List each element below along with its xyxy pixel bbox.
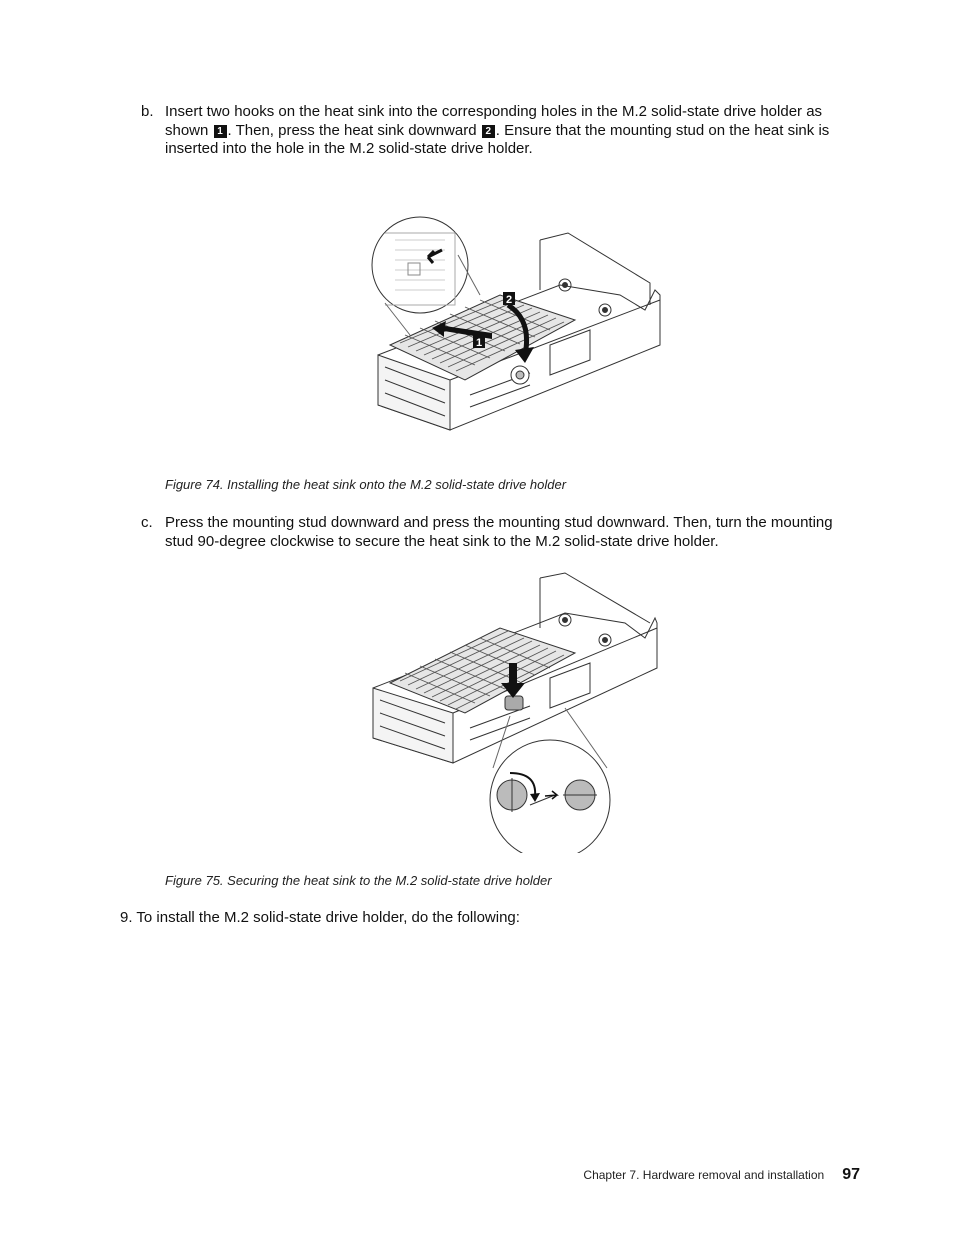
chapter-title: Chapter 7. Hardware removal and installation (583, 1168, 825, 1182)
step-b-text-part-3: . Ensure that the mounting stud on the heat sink is inserted into the hole in the M.2 solid-state drive holder. (165, 121, 830, 157)
step-c-text: Press the mounting stud downward and press the mounting stud downward. Then, turn the mounting stud 90-degree clockwise to secure the heat sink to the M.2 solid-state drive holder. (165, 514, 833, 550)
figure-74-callout-1: 1 (475, 337, 483, 349)
step-b-text-part-2: . Then, press the heat sink downward (227, 121, 481, 139)
step-b (141, 103, 861, 159)
step-b-marker: b. (141, 103, 154, 120)
figure-74-callout-2: 2 (505, 294, 513, 306)
figure-74-illustration (360, 195, 665, 465)
heat-sink-secure-drawing (365, 568, 665, 853)
step-c-marker: c. (141, 514, 153, 531)
callout-1-badge: 1 (214, 125, 227, 138)
step-c (141, 514, 861, 551)
page-footer (583, 1166, 860, 1184)
step-b-text-part-1: Insert two hooks on the heat sink into the corresponding holes in the M.2 solid-state drive holder as shown (165, 103, 823, 139)
step-b-text (165, 103, 861, 159)
figure-75-caption: Figure 75. Securing the heat sink to the M.2 solid-state drive holder (165, 873, 552, 888)
figure-74-caption: Figure 74. Installing the heat sink onto the M.2 solid-state drive holder (165, 477, 567, 492)
figure-75-illustration (365, 568, 665, 853)
callout-2-badge: 2 (482, 125, 495, 138)
page-number: 97 (842, 1166, 860, 1183)
step-9: 9. To install the M.2 solid-state drive holder, do the following: (120, 909, 520, 926)
heat-sink-install-drawing (360, 195, 665, 465)
